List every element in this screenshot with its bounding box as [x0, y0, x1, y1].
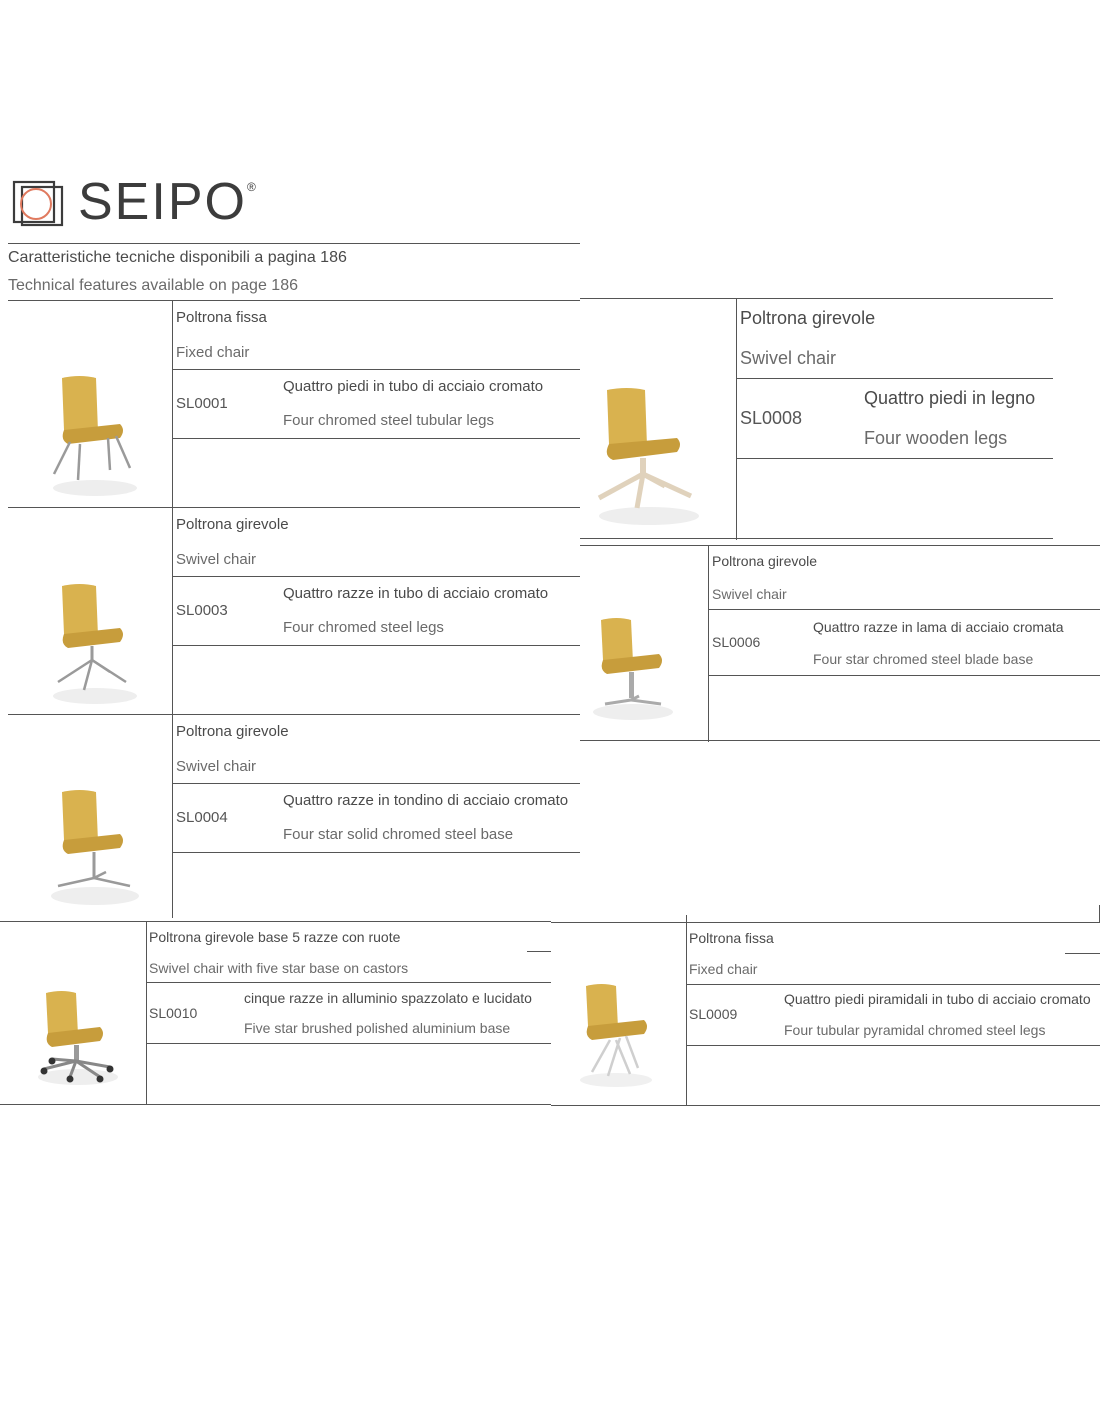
- brand-logo-icon: [10, 178, 64, 228]
- product-code: SL0009: [689, 1006, 738, 1022]
- row-divider: [172, 576, 580, 577]
- row-divider: [146, 982, 551, 983]
- product-description: Quattro razze in tubo di acciaio cromato: [283, 585, 549, 602]
- product-description: Quattro piedi in tubo di acciaio cromato: [283, 378, 544, 395]
- product-title: Poltrona girevole: [176, 723, 289, 740]
- product-description-en: Four tubular pyramidal chromed steel legs: [784, 1022, 1046, 1038]
- product-subtitle: Fixed chair: [176, 344, 250, 361]
- info-english: Technical features available on page 186: [8, 277, 298, 294]
- column-divider: [736, 298, 737, 540]
- product-description-en: Four star solid chromed steel base: [283, 826, 514, 843]
- chair-image-four-legs: [40, 370, 150, 505]
- product-description-en: Five star brushed polished aluminium base: [244, 1020, 511, 1036]
- info-italian: Caratteristiche tecniche disponibili a pagina 186: [8, 249, 347, 266]
- row-divider: [580, 538, 1053, 539]
- row-divider: [172, 645, 580, 646]
- product-title: Poltrona fissa: [689, 930, 774, 946]
- row-divider: [736, 378, 1053, 379]
- row-divider: [172, 852, 580, 853]
- row-divider: [1065, 953, 1100, 954]
- row-divider: [580, 545, 1100, 546]
- chair-image-wooden-legs: [585, 380, 715, 535]
- product-description-en: Four star chromed steel blade base: [813, 651, 1034, 667]
- product-description: Quattro piedi in legno: [864, 388, 1036, 408]
- product-subtitle: Swivel chair: [176, 758, 257, 775]
- product-code: SL0004: [176, 809, 228, 826]
- brand-name: SEIPO®: [78, 173, 258, 231]
- product-description: Quattro razze in tondino di acciaio cromato: [283, 792, 569, 809]
- row-divider: [686, 984, 1100, 985]
- chair-image-blade-base: [585, 612, 685, 737]
- product-code: SL0001: [176, 395, 228, 412]
- product-subtitle: Swivel chair: [712, 586, 787, 602]
- product-code: SL0003: [176, 602, 228, 619]
- row-divider: [8, 507, 580, 508]
- chair-image-four-star-tube: [40, 578, 150, 713]
- product-subtitle: Fixed chair: [689, 961, 758, 977]
- column-divider: [708, 545, 709, 742]
- product-description-en: Four chromed steel tubular legs: [283, 412, 494, 429]
- product-description: Quattro razze in lama di acciaio cromata: [813, 619, 1064, 635]
- row-divider: [172, 438, 580, 439]
- product-title: Poltrona girevole base 5 razze con ruote: [149, 929, 401, 945]
- product-subtitle: Swivel chair with five star base on castors: [149, 960, 409, 976]
- row-divider: [580, 298, 1053, 299]
- product-title: Poltrona girevole: [740, 308, 876, 328]
- row-divider: [527, 951, 551, 952]
- row-divider: [0, 1104, 551, 1105]
- row-divider: [8, 300, 580, 301]
- row-divider: [736, 458, 1053, 459]
- product-subtitle: Swivel chair: [740, 348, 837, 368]
- row-divider: [708, 675, 1100, 676]
- row-divider: [0, 921, 551, 922]
- chair-image-pyramidal-legs: [570, 978, 670, 1103]
- row-divider: [172, 369, 580, 370]
- column-divider: [686, 915, 687, 1105]
- product-title: Poltrona girevole: [176, 516, 289, 533]
- product-code: SL0008: [740, 408, 803, 428]
- row-divider: [580, 740, 1100, 741]
- product-subtitle: Swivel chair: [176, 551, 257, 568]
- product-title: Poltrona girevole: [712, 553, 818, 569]
- chair-image-five-star-castors: [30, 985, 130, 1100]
- chair-image-four-star-solid: [40, 784, 150, 919]
- row-divider: [551, 1105, 1100, 1106]
- row-divider: [146, 1043, 551, 1044]
- product-code: SL0006: [712, 634, 761, 650]
- header-divider: [8, 243, 580, 244]
- row-divider: [708, 609, 1100, 610]
- row-divider: [686, 1045, 1100, 1046]
- product-description-en: Four chromed steel legs: [283, 619, 444, 636]
- row-divider: [172, 783, 580, 784]
- product-title: Poltrona fissa: [176, 309, 267, 326]
- product-description: Quattro piedi piramidali in tubo di acciaio cromato: [784, 991, 1091, 1007]
- column-divider: [172, 300, 173, 918]
- column-divider: [146, 921, 147, 1104]
- row-divider: [551, 922, 1100, 923]
- product-code: SL0010: [149, 1005, 198, 1021]
- row-divider: [8, 714, 580, 715]
- product-description-en: Four wooden legs: [864, 428, 1008, 448]
- product-description: cinque razze in alluminio spazzolato e lucidato: [244, 990, 532, 1006]
